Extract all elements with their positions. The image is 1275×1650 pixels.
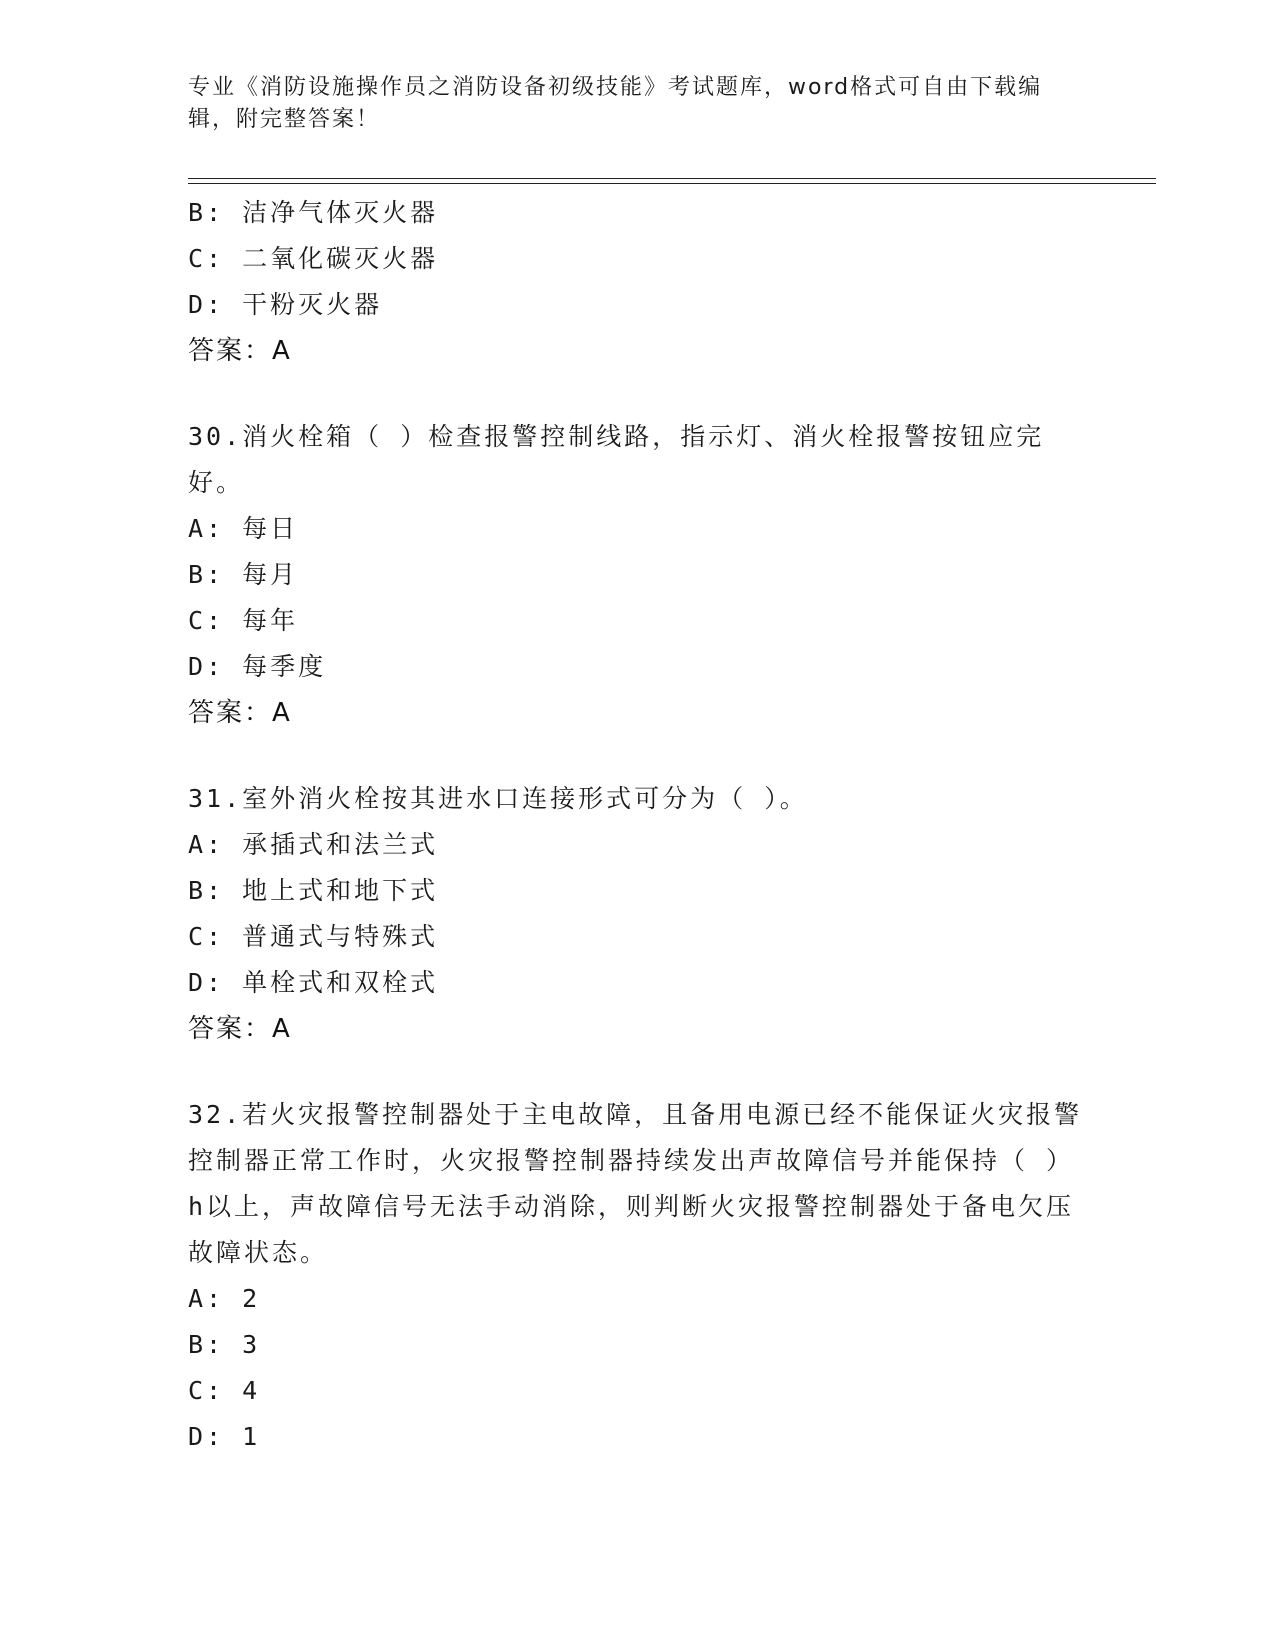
option-c: C: 普通式与特殊式 xyxy=(188,922,439,951)
option-a: A: 承插式和法兰式 xyxy=(188,830,439,859)
option-c: C: 每年 xyxy=(188,606,299,635)
question-text: 32.若火灾报警控制器处于主电故障，且备用电源已经不能保证火灾报警控制器正常工作时，火灾报警控制器持续发出声故障信号并能保持（ ）h以上，声故障信号无法手动消除，则判断火灾报警控制器处于备电欠压故障状态。 xyxy=(188,1100,1083,1267)
option-b: B: 洁净气体灭火器 xyxy=(188,198,439,227)
question-30 xyxy=(188,414,1088,736)
option-a: A: 每日 xyxy=(188,514,299,543)
answer-label: 答案：A xyxy=(188,1014,292,1044)
option-b: B: 3 xyxy=(188,1330,261,1359)
document-header: 专业《消防设施操作员之消防设备初级技能》考试题库，word格式可自由下载编辑，附完整答案！ xyxy=(188,75,1043,132)
option-c: C: 二氧化碳灭火器 xyxy=(188,244,439,273)
option-d: D: 单栓式和双栓式 xyxy=(188,968,439,997)
question-32 xyxy=(188,1092,1088,1460)
answer-label: 答案：A xyxy=(188,698,292,728)
question-31 xyxy=(188,776,1088,1052)
option-c: C: 4 xyxy=(188,1376,261,1405)
header-rule-top xyxy=(188,178,1156,179)
question-text: 31.室外消火栓按其进水口连接形式可分为（ ）。 xyxy=(188,784,808,813)
option-b: B: 每月 xyxy=(188,560,299,589)
question-text: 30.消火栓箱（ ）检查报警控制线路，指示灯、消火栓报警按钮应完好。 xyxy=(188,422,1045,497)
header-rule-bottom xyxy=(188,183,1156,184)
option-d: D: 1 xyxy=(188,1422,261,1451)
question-list xyxy=(188,190,1088,1460)
option-a: A: 2 xyxy=(188,1284,261,1313)
option-b: B: 地上式和地下式 xyxy=(188,876,439,905)
answer-label: 答案：A xyxy=(188,336,292,366)
option-d: D: 干粉灭火器 xyxy=(188,290,383,319)
option-d: D: 每季度 xyxy=(188,652,327,681)
question-29-tail xyxy=(188,190,1088,374)
